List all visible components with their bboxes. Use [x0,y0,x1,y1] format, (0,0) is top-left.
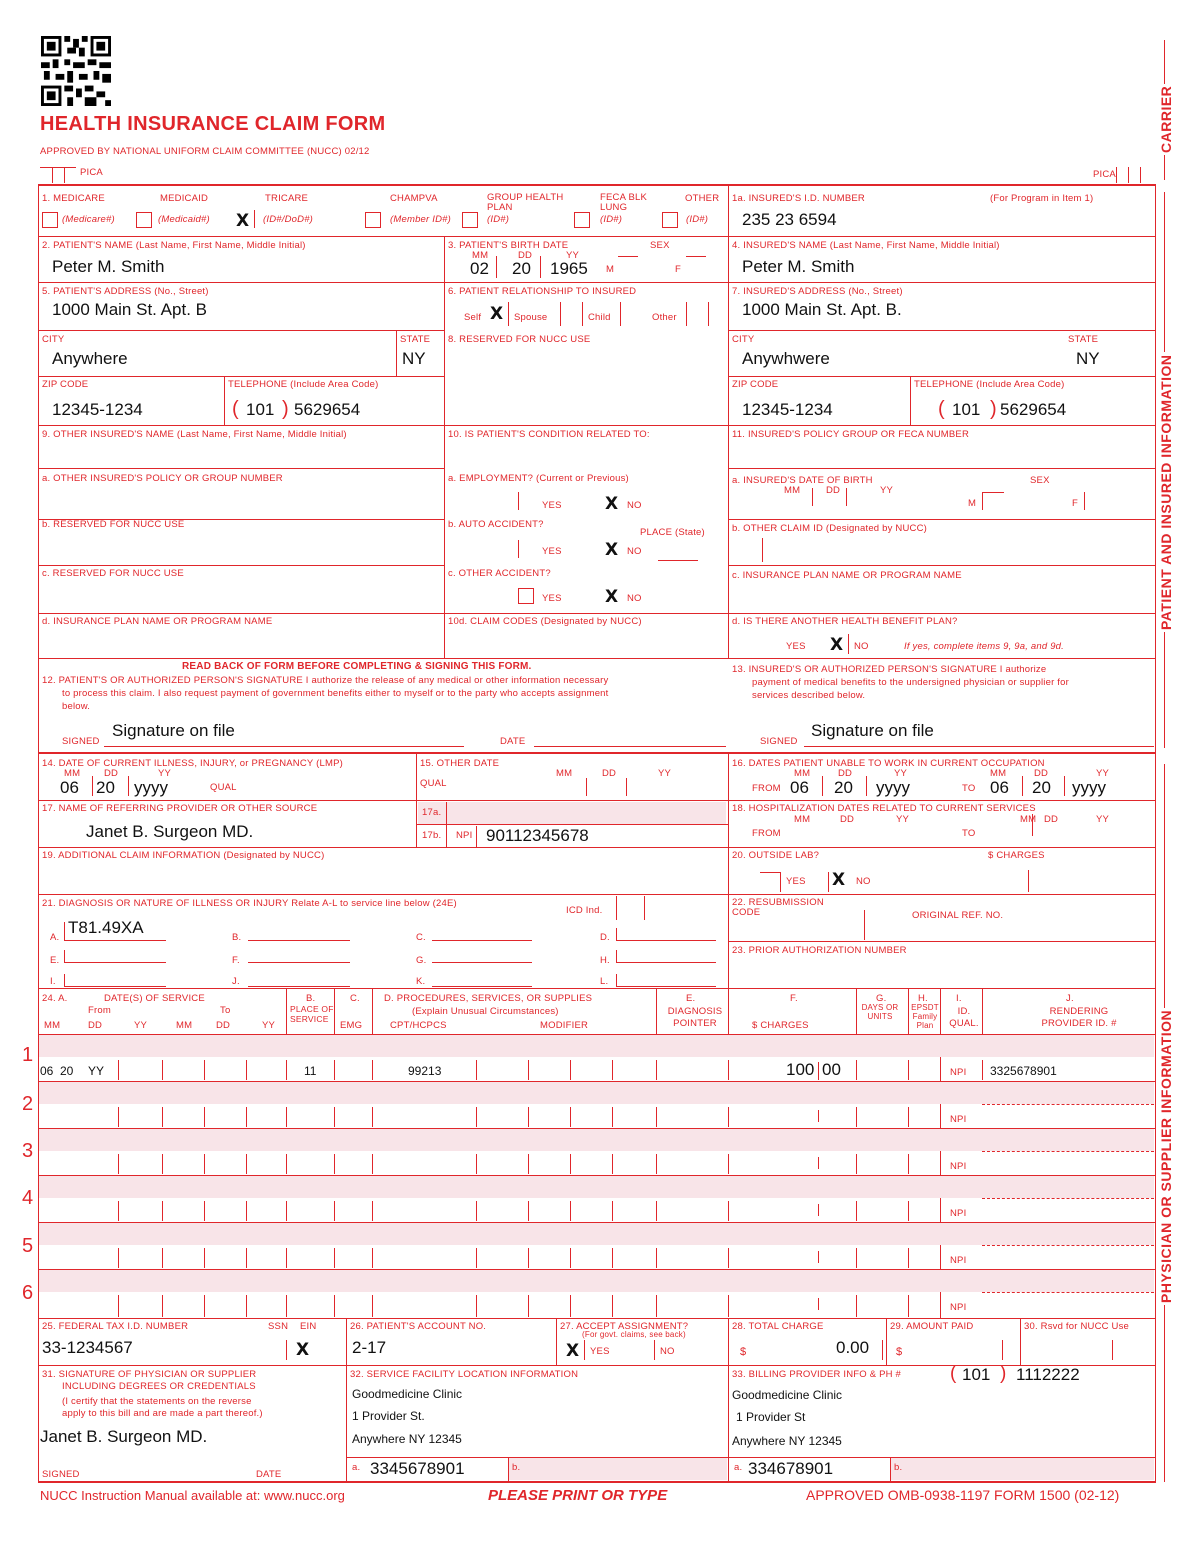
federal-tax-id[interactable]: 33-1234567 [42,1338,133,1357]
illness-dd[interactable]: 20 [96,778,115,797]
diag-i-letter: I. [50,976,56,987]
medicare-checkbox[interactable] [42,212,58,228]
box9d-label: d. INSURANCE PLAN NAME OR PROGRAM NAME [42,616,273,627]
rel-other: Other [652,312,677,323]
box7-state-label: STATE [1068,334,1099,345]
box22-label: 22. RESUBMISSION CODE [732,897,824,918]
box24-days: DAYS OR UNITS [861,1003,899,1021]
facility-street[interactable]: 1 Provider St. [352,1409,425,1423]
other-acc-yes-box[interactable] [518,588,534,604]
box24-place: PLACE OF SERVICE [290,1004,334,1024]
box24-a: 24. A. [42,993,68,1004]
illness-yy[interactable]: yyyy [134,778,168,797]
line1-from-dd[interactable]: 20 [60,1064,74,1078]
box9a-label: a. OTHER INSURED'S POLICY OR GROUP NUMBER [42,473,283,484]
group-sub: (ID#) [487,214,510,225]
row-number: 3 [22,1140,34,1162]
box24-from-dd: DD [88,1020,103,1031]
unable-from-mm[interactable]: 06 [790,778,809,797]
box25-ein: EIN [300,1321,317,1332]
total-charge[interactable]: 0.00 [836,1338,870,1357]
box10-label: 10. IS PATIENT'S CONDITION RELATED TO: [448,429,650,440]
box16-from-yy: YY [894,768,908,779]
box7-city-label: CITY [732,334,755,345]
box14-mm: MM [64,768,81,779]
insured-address[interactable]: 1000 Main St. Apt. B. [742,300,902,319]
box20-no: NO [856,876,871,887]
box25-ssn: SSN [268,1321,289,1332]
box7-zip-label: ZIP CODE [732,379,779,390]
box33-paren-close: ) [1000,1363,1007,1384]
champva-checkbox[interactable] [365,212,381,228]
champva-label: CHAMPVA [390,193,438,204]
birth-mm[interactable]: 02 [470,259,489,278]
box5-label: 5. PATIENT'S ADDRESS (No., Street) [42,286,209,297]
box11a-mm: MM [784,485,801,496]
box24-cpt: CPT/HCPCS [390,1020,447,1031]
box33-a: a. [734,1462,743,1473]
box9b-label: b. RESERVED FOR NUCC USE [42,519,185,530]
unable-to-mm[interactable]: 06 [990,778,1009,797]
line1-from-yy[interactable]: YY [88,1064,105,1078]
box5-zip-label: ZIP CODE [42,379,89,390]
diag-d-letter: D. [600,932,610,943]
patient-account-no[interactable]: 2-17 [352,1338,387,1357]
box12-date: DATE [500,736,526,747]
box16-to-dd: DD [1034,768,1049,779]
box11d-yes: YES [786,641,806,652]
diag-e-letter: E. [50,955,60,966]
box33-label: 33. BILLING PROVIDER INFO & PH # [732,1369,902,1380]
patient-state[interactable]: NY [402,349,426,368]
box26-label: 26. PATIENT'S ACCOUNT NO. [350,1321,487,1332]
box24-charges: $ CHARGES [752,1020,809,1031]
box3-m: M [606,264,615,275]
line2-npi-label: NPI [950,1114,967,1125]
box31-l3: (I certify that the statements on the reverse [62,1396,252,1407]
box24-dates: DATE(S) OF SERVICE [104,993,205,1004]
box24-epsdt: EPSDT Family Plan [911,1003,939,1030]
box8-label: 8. RESERVED FOR NUCC USE [448,334,591,345]
box6-label: 6. PATIENT RELATIONSHIP TO INSURED [448,286,637,297]
box11-label: 11. INSURED'S POLICY GROUP OR FECA NUMBER [732,429,970,440]
line1-cpt[interactable]: 99213 [408,1064,442,1078]
box24-to: To [220,1005,231,1016]
row-number: 2 [22,1093,34,1115]
row-number: 1 [22,1044,34,1066]
box13-line2: payment of medical benefits to the undersigned physician or supplier for [752,677,1069,688]
box20-label: 20. OUTSIDE LAB? [732,850,820,861]
box11c-label: c. INSURANCE PLAN NAME OR PROGRAM NAME [732,570,962,581]
box5-paren-close: ) [282,398,289,420]
box11d-note: If yes, complete items 9, 9a, and 9d. [904,641,1065,652]
group-label: GROUP HEALTH PLAN [487,192,564,213]
box22-orig: ORIGINAL REF. NO. [912,910,1004,921]
line1-npi-label: NPI [950,1067,967,1078]
box32-b: b. [512,1462,521,1473]
tricare-label: TRICARE [265,193,309,204]
box10b-place: PLACE (State) [640,527,705,538]
box16-from-dd: DD [838,768,853,779]
diag-l-letter: L. [600,976,609,987]
box11a-m: M [968,498,977,509]
diag-j-letter: J. [232,976,240,987]
box24-explain: (Explain Unusual Circumstances) [412,1006,559,1017]
box5-city-label: CITY [42,334,65,345]
box14-yy: YY [158,768,172,779]
other-sub: (ID#) [686,214,709,225]
box5-paren-open: ( [232,398,239,420]
box17b: 17b. [422,830,442,841]
box27-note: (For govt. claims, see back) [582,1330,686,1339]
insured-state[interactable]: NY [1076,349,1100,368]
box15-dd: DD [602,768,617,779]
box10d-label: 10d. CLAIM CODES (Designated by NUCC) [448,616,642,627]
unable-from-dd[interactable]: 20 [834,778,853,797]
insured-name[interactable]: Peter M. Smith [742,257,855,276]
box3-dd: DD [518,250,533,261]
unable-to-yy[interactable]: yyyy [1072,778,1106,797]
box5-phone-label: TELEPHONE (Include Area Code) [228,379,379,390]
line1-charge-dollars[interactable]: 100 [786,1060,815,1079]
box27-label: 27. ACCEPT ASSIGNMENT? [560,1321,689,1332]
physician-signature[interactable]: Janet B. Surgeon MD. [40,1427,208,1446]
box18-to-yy: YY [1096,814,1110,825]
auto-no: NO [627,546,642,557]
rel-child: Child [588,312,611,323]
box12-signed: SIGNED [62,736,100,747]
auto-yes: YES [542,546,562,557]
box24-emg: EMG [340,1020,363,1031]
box16-to-mm: MM [990,768,1007,779]
box7-phone-label: TELEPHONE (Include Area Code) [914,379,1065,390]
patient-zip[interactable]: 12345-1234 [52,400,143,419]
box18-from: FROM [752,828,781,839]
box5-state-label: STATE [400,334,431,345]
pica-right: PICA [1093,169,1116,180]
box18-to: TO [962,828,976,839]
box29-label: 29. AMOUNT PAID [890,1321,974,1332]
billing-phone[interactable]: 1112222 [1016,1365,1080,1384]
billing-area-code[interactable]: 101 [962,1365,991,1384]
footer-print: PLEASE PRINT OR TYPE [488,1487,668,1504]
box13-signed: SIGNED [760,736,798,747]
box29-dollar: $ [896,1346,903,1358]
box11a-yy: YY [880,485,894,496]
feca-checkbox[interactable] [574,212,590,228]
box17b-npi: NPI [456,830,473,841]
box24-c: C. [350,993,360,1004]
box3-yy: YY [566,250,580,261]
insured-area-code[interactable]: 101 [952,400,981,419]
emp-yes: YES [542,500,562,511]
box24-from-mm: MM [44,1020,61,1031]
box31-date: DATE [256,1469,282,1480]
box16-from-mm: MM [794,768,811,779]
box18-to-dd: DD [1044,814,1059,825]
diag-f-letter: F. [232,955,240,966]
unable-from-yy[interactable]: yyyy [876,778,910,797]
line3-npi-label: NPI [950,1161,967,1172]
box15-label: 15. OTHER DATE [420,758,500,769]
box3-sex: SEX [650,240,670,251]
diag-b-letter: B. [232,932,242,943]
row-number: 5 [22,1235,34,1257]
box24-g: G. [876,993,887,1004]
diag-g-letter: G. [416,955,427,966]
box24-from: From [88,1005,111,1016]
box30-label: 30. Rsvd for NUCC Use [1024,1321,1130,1332]
box11d-label: d. IS THERE ANOTHER HEALTH BENEFIT PLAN? [732,616,958,627]
line1-charge-cents[interactable]: 00 [822,1060,841,1079]
box27-no: NO [660,1346,675,1357]
box24-render: RENDERING PROVIDER ID. # [1041,1006,1117,1029]
footer-approved: APPROVED OMB-0938-1197 FORM 1500 (02-12) [806,1487,1120,1503]
line1-place[interactable]: 11 [304,1064,317,1078]
rel-spouse: Spouse [514,312,548,323]
medicaid-label: MEDICAID [160,193,209,204]
diag-h-letter: H. [600,955,610,966]
box18-from-dd: DD [840,814,855,825]
box3-f: F [675,264,682,275]
line5-npi-label: NPI [950,1255,967,1266]
auto-no-x[interactable]: X [605,540,619,560]
box2-label: 2. PATIENT'S NAME (Last Name, First Name, Middle Initial) [42,240,306,251]
box24-f: F. [790,993,798,1004]
box13-line3: services described below. [752,690,866,701]
insured-phone[interactable]: 5629654 [1000,400,1067,419]
box1a-note: (For Program in Item 1) [990,193,1094,204]
medicaid-checkbox[interactable] [136,212,152,228]
feca-label: FECA BLK LUNG [600,192,648,213]
box3-mm: MM [472,250,489,261]
box13-label: 13. INSURED'S OR AUTHORIZED PERSON'S SIGNATURE I authorize [732,664,1047,675]
line6-npi-label: NPI [950,1302,967,1313]
box15-qual: QUAL [420,778,447,789]
side-patient: PATIENT AND INSURED INFORMATION [1158,354,1174,630]
box12-line2: to process this claim. I also request payment of government benefits either to myself or to the party who accepts assignment [62,688,609,699]
box18-from-mm: MM [794,814,811,825]
box4-label: 4. INSURED'S NAME (Last Name, First Name, Middle Initial) [732,240,1000,251]
billing-npi[interactable]: 334678901 [748,1459,834,1478]
form-title: HEALTH INSURANCE CLAIM FORM [40,113,386,135]
box11b-label: b. OTHER CLAIM ID (Designated by NUCC) [732,523,928,534]
box7-label: 7. INSURED'S ADDRESS (No., Street) [732,286,903,297]
tricare-x-mark[interactable]: X [236,211,250,231]
side-carrier: CARRIER [1158,85,1174,153]
box31-l2: INCLUDING DEGREES OR CREDENTIALS [62,1381,256,1392]
box24-e: E. [686,993,696,1004]
tricare-sub: (ID#/DoD#) [263,214,314,225]
box21-label: 21. DIAGNOSIS OR NATURE OF ILLNESS OR INJURY Relate A-L to service line below (24E) [42,898,457,909]
rel-self-x[interactable]: X [490,304,504,324]
other-checkbox[interactable] [662,212,678,228]
box9-label: 9. OTHER INSURED'S NAME (Last Name, First Name, Middle Initial) [42,429,347,440]
box17a: 17a. [422,807,442,818]
box16-from: FROM [752,783,781,794]
other-acc-yes: YES [542,593,562,604]
box20-charges: $ CHARGES [988,850,1045,861]
box11a-f: F [1072,498,1079,509]
box23-label: 23. PRIOR AUTHORIZATION NUMBER [732,945,907,956]
box24-h: H. [918,993,928,1004]
emp-no: NO [627,500,642,511]
qr-code [40,36,112,106]
champva-sub: (Member ID#) [390,214,451,225]
box24-from-yy: YY [134,1020,148,1031]
box31-label: 31. SIGNATURE OF PHYSICIAN OR SUPPLIER [42,1369,257,1380]
facility-npi[interactable]: 3345678901 [370,1459,465,1478]
box11d-no-x[interactable]: X [830,635,844,655]
box32-label: 32. SERVICE FACILITY LOCATION INFORMATION [350,1369,579,1380]
box20-no-x[interactable]: X [832,870,846,890]
approved-line: APPROVED BY NATIONAL UNIFORM CLAIM COMMITTEE (NUCC) 02/12 [40,146,370,157]
row-number: 6 [22,1282,34,1304]
referring-provider[interactable]: Janet B. Surgeon MD. [86,822,254,841]
patient-phone[interactable]: 5629654 [294,400,361,419]
box18-to-mm: MM [1020,814,1037,825]
facility-city[interactable]: Anywhere NY 12345 [352,1432,462,1446]
patient-name[interactable]: Peter M. Smith [52,257,165,276]
box24-id: ID. QUAL. [949,1006,979,1029]
line4-npi-label: NPI [950,1208,967,1219]
box10b-label: b. AUTO ACCIDENT? [448,519,544,530]
box24-mod: MODIFIER [540,1020,589,1031]
box14-label: 14. DATE OF CURRENT ILLNESS, INJURY, or PREGNANCY (LMP) [42,758,343,769]
box19-label: 19. ADDITIONAL CLAIM INFORMATION (Designated by NUCC) [42,850,325,861]
box33-paren-open: ( [950,1363,957,1384]
insured-signature[interactable]: Signature on file [811,721,934,740]
group-checkbox[interactable] [462,212,478,228]
box33-b: b. [894,1462,903,1473]
box16-to-yy: YY [1096,768,1110,779]
box11a-dd: DD [826,485,841,496]
box24-to-yy: YY [262,1020,276,1031]
medicaid-sub: (Medicaid#) [158,214,210,225]
box10c-label: c. OTHER ACCIDENT? [448,568,551,579]
box20-yes: YES [786,876,806,887]
patient-signature[interactable]: Signature on file [112,721,235,740]
line1-rendering-npi[interactable]: 3325678901 [990,1064,1057,1078]
box3-label: 3. PATIENT'S BIRTH DATE [448,240,569,251]
footer-nucc[interactable]: NUCC Instruction Manual available at: www.nucc.org [40,1488,345,1503]
other-label: OTHER [685,193,720,204]
patient-city[interactable]: Anywhere [52,349,128,368]
box17-label: 17. NAME OF REFERRING PROVIDER OR OTHER SOURCE [42,803,318,814]
box24-d: D. PROCEDURES, SERVICES, OR SUPPLIES [384,993,593,1004]
medicare-label: 1. MEDICARE [42,193,105,204]
insured-city[interactable]: Anywhwere [742,349,830,368]
box24-b: B. [306,993,316,1004]
box7-paren-close: ) [990,398,997,420]
box15-yy: YY [658,768,672,779]
other-acc-no: NO [627,593,642,604]
box18-label: 18. HOSPITALIZATION DATES RELATED TO CURRENT SERVICES [732,803,1036,814]
ein-x[interactable]: X [296,1340,310,1360]
diag-a-letter: A. [50,932,60,943]
pica-left: PICA [80,167,103,178]
patient-address[interactable]: 1000 Main St. Apt. B [52,300,207,319]
box25-label: 25. FEDERAL TAX I.D. NUMBER [42,1321,189,1332]
billing-city[interactable]: Anywhere NY 12345 [732,1434,842,1448]
unable-to-dd[interactable]: 20 [1032,778,1051,797]
box21-icd: ICD Ind. [566,905,603,916]
emp-no-x[interactable]: X [605,494,619,514]
line1-from-mm[interactable]: 06 [40,1064,54,1078]
feca-sub: (ID#) [600,214,623,225]
diag-k-letter: K. [416,976,426,987]
box24-to-mm: MM [176,1020,193,1031]
box16-label: 16. DATES PATIENT UNABLE TO WORK IN CURRENT OCCUPATION [732,758,1045,769]
box24-to-dd: DD [216,1020,231,1031]
patient-area-code[interactable]: 101 [246,400,275,419]
illness-mm[interactable]: 06 [60,778,79,797]
birth-yy[interactable]: 1965 [550,259,588,278]
row-number: 4 [22,1187,34,1209]
box15-mm: MM [556,768,573,779]
birth-dd[interactable]: 20 [512,259,531,278]
diag-c-letter: C. [416,932,426,943]
diag-a-value[interactable]: T81.49XA [68,918,144,937]
other-acc-no-x[interactable]: X [605,587,619,607]
box24-i: I. [956,993,962,1004]
accept-yes-x[interactable]: X [566,1341,580,1361]
side-physician: PHYSICIAN OR SUPPLIER INFORMATION [1158,1009,1174,1303]
box12-label: 12. PATIENT'S OR AUTHORIZED PERSON'S SIGNATURE I authorize the release of any medical or other information necessary [42,675,609,686]
box24-diag: DIAGNOSIS POINTER [667,1006,723,1029]
box28-dollar: $ [740,1346,747,1358]
billing-name[interactable]: Goodmedicine Clinic [732,1388,843,1402]
referring-npi[interactable]: 90112345678 [486,826,589,845]
box10a-label: a. EMPLOYMENT? (Current or Previous) [448,473,629,484]
box27-yes: YES [590,1346,610,1357]
box18-from-yy: YY [896,814,910,825]
box32-a: a. [352,1462,361,1473]
medicare-sub: (Medicare#) [62,214,115,225]
box11a-sex: SEX [1030,475,1050,486]
rel-self: Self [464,312,482,323]
box24-j: J. [1066,993,1074,1004]
box12-line3: below. [62,701,91,712]
box28-label: 28. TOTAL CHARGE [732,1321,824,1332]
box14-qual: QUAL [210,782,237,793]
billing-street[interactable]: 1 Provider St [736,1410,806,1424]
box31-signed: SIGNED [42,1469,80,1480]
box11d-no: NO [854,641,869,652]
facility-name[interactable]: Goodmedicine Clinic [352,1387,463,1401]
insured-id[interactable]: 235 23 6594 [742,210,837,229]
box11a-label: a. INSURED'S DATE OF BIRTH [732,475,873,486]
box7-paren-open: ( [938,398,945,420]
box1a-label: 1a. INSURED'S I.D. NUMBER [732,193,865,204]
read-back: READ BACK OF FORM BEFORE COMPLETING & SIGNING THIS FORM. [182,661,532,672]
box14-dd: DD [104,768,119,779]
insured-zip[interactable]: 12345-1234 [742,400,833,419]
box16-to: TO [962,783,976,794]
box31-l4: apply to this bill and are made a part thereof.) [62,1408,263,1419]
box9c-label: c. RESERVED FOR NUCC USE [42,568,184,579]
